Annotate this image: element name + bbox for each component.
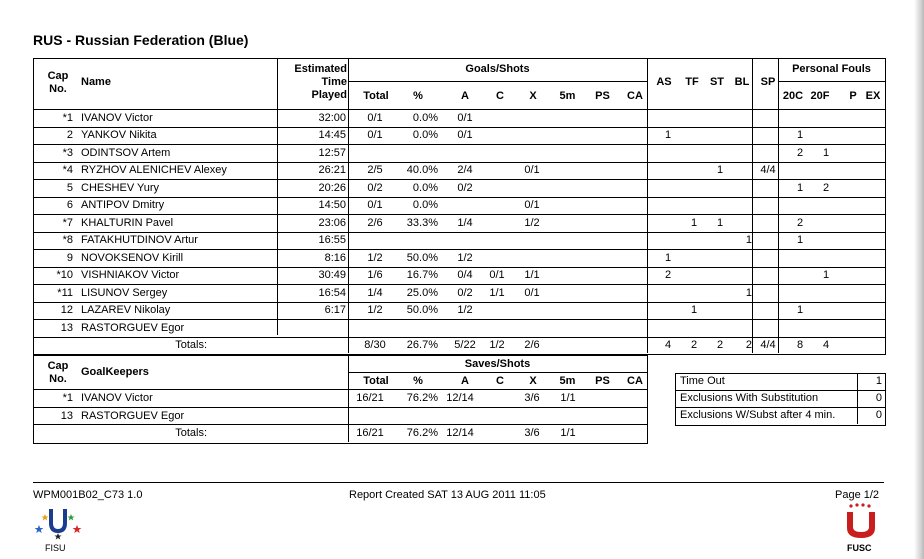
summary-label: Exclusions With Substitution xyxy=(680,392,819,404)
player-a: 0/1 xyxy=(457,111,473,124)
player-tf xyxy=(682,250,706,267)
player-c20: 1 xyxy=(796,129,804,141)
player-time: 26:21 xyxy=(318,164,346,176)
totals-pct: 26.7% xyxy=(406,339,438,351)
player-total: 1/2 xyxy=(367,251,383,264)
player-c20 xyxy=(788,110,812,127)
header-bl: BL xyxy=(734,76,750,88)
player-sp xyxy=(756,285,780,302)
grid-line xyxy=(752,58,753,353)
player-c xyxy=(482,145,512,162)
player-f20 xyxy=(814,285,838,302)
player-as xyxy=(656,162,680,179)
gk-totals-x: 3/6 xyxy=(524,427,540,439)
fisu-logo-icon xyxy=(33,505,83,545)
player-sp xyxy=(756,267,780,284)
player-time: 6:17 xyxy=(324,304,346,316)
player-x xyxy=(517,250,547,267)
player-f20 xyxy=(814,110,838,127)
player-tf xyxy=(682,180,706,197)
player-cap: *7 xyxy=(62,216,73,229)
header-p: P xyxy=(849,90,857,102)
totals-as: 4 xyxy=(664,339,672,351)
player-name: KHALTURIN Pavel xyxy=(81,216,174,229)
player-as xyxy=(656,232,680,249)
player-c20 xyxy=(788,267,812,284)
player-as xyxy=(656,320,680,337)
header-personal-fouls: Personal Fouls xyxy=(792,63,871,75)
player-bl xyxy=(728,180,752,197)
player-a xyxy=(445,320,485,337)
player-time: 16:54 xyxy=(318,286,346,299)
player-bl: 1 xyxy=(745,286,752,299)
totals-x: 2/6 xyxy=(524,339,540,351)
player-name: NOVOKSENOV Kirill xyxy=(81,251,184,264)
player-cap: 12 xyxy=(60,304,73,316)
player-bl xyxy=(728,162,752,179)
player-c20 xyxy=(788,285,812,302)
player-tf xyxy=(682,285,706,302)
player-pct: 40.0% xyxy=(406,164,438,176)
header-ca: CA xyxy=(627,90,643,102)
gk-header-total: Total xyxy=(363,375,389,387)
player-as: 1 xyxy=(664,129,672,141)
player-f20 xyxy=(814,250,838,267)
grid-line xyxy=(778,81,885,82)
gk-m5: 1/1 xyxy=(560,392,576,404)
player-name: YANKOV Nikita xyxy=(81,129,157,141)
header-time: Time xyxy=(321,76,347,88)
player-cap: 13 xyxy=(60,321,73,334)
totals-total: 8/30 xyxy=(364,339,386,351)
doc-code: WPM001B02_C73 1.0 xyxy=(33,489,143,501)
player-cap: 5 xyxy=(66,181,73,194)
summary-value: 0 xyxy=(875,409,882,421)
player-f20: 2 xyxy=(822,181,830,194)
player-as xyxy=(656,215,680,232)
player-x xyxy=(517,232,547,249)
player-cap: *11 xyxy=(57,286,73,299)
player-tf xyxy=(682,110,706,127)
footer-divider xyxy=(33,482,884,483)
header-ex: EX xyxy=(865,90,881,102)
player-bl xyxy=(728,145,752,162)
player-total: 1/2 xyxy=(367,304,383,316)
player-bl xyxy=(728,267,752,284)
gk-header-saves-shots: Saves/Shots xyxy=(464,358,531,370)
player-x: 0/1 xyxy=(524,164,540,176)
player-c20: 1 xyxy=(796,304,804,316)
gk-pct: 76.2% xyxy=(406,392,438,404)
header-f20: 20F xyxy=(810,90,830,102)
gk-total: 16/21 xyxy=(356,392,384,404)
gk-name: IVANOV Victor xyxy=(81,392,153,404)
player-time: 14:45 xyxy=(318,129,346,141)
totals-bl: 2 xyxy=(745,339,752,351)
summary-value: 1 xyxy=(875,375,882,387)
gk-totals-a: 12/14 xyxy=(446,427,474,439)
player-pct xyxy=(393,232,438,249)
player-total: 1/6 xyxy=(367,269,383,281)
totals-sp: 4/4 xyxy=(760,339,776,351)
player-f20 xyxy=(814,215,838,232)
player-as xyxy=(656,180,680,197)
player-tf: 1 xyxy=(690,216,698,229)
report-created: Report Created SAT 13 AUG 2011 11:05 xyxy=(349,489,546,501)
player-cap: *10 xyxy=(56,269,73,281)
header-pct: % xyxy=(413,90,423,102)
totals-label: Totals: xyxy=(175,339,207,351)
player-f20 xyxy=(814,320,838,337)
fusc-logo-text: FUSC xyxy=(847,543,872,553)
player-total: 1/4 xyxy=(367,286,383,299)
player-total: 0/1 xyxy=(367,129,383,141)
player-pct: 25.0% xyxy=(406,286,438,299)
player-cap: 9 xyxy=(66,251,73,264)
gk-header-x: X xyxy=(529,375,537,387)
gk-totals-m5: 1/1 xyxy=(560,427,576,439)
player-total xyxy=(357,145,393,162)
player-time: 16:55 xyxy=(318,234,346,246)
player-c xyxy=(482,127,512,144)
header-c: C xyxy=(496,90,504,102)
gk-cap: *1 xyxy=(62,392,73,404)
player-cap: 2 xyxy=(66,129,73,141)
player-time: 23:06 xyxy=(318,216,346,229)
player-tf xyxy=(682,232,706,249)
player-as xyxy=(656,197,680,214)
player-sp xyxy=(756,232,780,249)
player-pct: 0.0% xyxy=(412,129,438,141)
player-pct xyxy=(393,320,438,337)
player-c xyxy=(482,250,512,267)
gk-x: 3/6 xyxy=(524,392,540,404)
header-st: ST xyxy=(709,76,725,88)
player-total: 2/6 xyxy=(367,216,383,229)
report-title: RUS - Russian Federation (Blue) xyxy=(33,32,249,48)
player-x xyxy=(517,320,547,337)
player-c: 0/1 xyxy=(489,269,505,281)
player-total: 0/2 xyxy=(367,181,383,194)
gk-m5 xyxy=(553,408,583,425)
player-c20: 1 xyxy=(796,181,804,194)
player-name: IVANOV Victor xyxy=(81,111,153,124)
player-tf xyxy=(682,267,706,284)
player-pct: 33.3% xyxy=(406,216,438,229)
player-f20 xyxy=(814,162,838,179)
player-tf xyxy=(682,197,706,214)
gk-cap: 13 xyxy=(60,409,73,422)
player-time: 30:49 xyxy=(318,269,346,281)
gk-header-cap: Cap xyxy=(47,360,69,372)
player-tf xyxy=(682,127,706,144)
totals-tf: 2 xyxy=(690,339,698,351)
player-pct: 50.0% xyxy=(406,251,438,264)
player-name: RASTORGUEV Egor xyxy=(81,321,185,334)
gk-header-a: A xyxy=(461,375,469,387)
player-total: 2/5 xyxy=(367,164,383,176)
player-bl xyxy=(728,250,752,267)
player-tf xyxy=(682,145,706,162)
player-as xyxy=(656,285,680,302)
player-pct: 0.0% xyxy=(412,199,438,211)
gk-header-m5: 5m xyxy=(559,375,576,387)
player-name: RYZHOV ALENICHEV Alexey xyxy=(81,164,227,176)
player-bl xyxy=(728,215,752,232)
player-f20 xyxy=(814,302,838,319)
gk-totals-pct: 76.2% xyxy=(406,427,438,439)
player-as xyxy=(656,145,680,162)
player-c xyxy=(482,162,512,179)
player-pct: 0.0% xyxy=(412,181,438,194)
player-time: 20:26 xyxy=(318,181,346,194)
totals-st: 2 xyxy=(716,339,724,351)
page-edge xyxy=(914,0,924,559)
player-c xyxy=(482,110,512,127)
grid-line xyxy=(348,372,647,373)
player-c xyxy=(482,320,512,337)
player-name: FATAKHUTDINOV Artur xyxy=(81,234,198,246)
player-bl: 1 xyxy=(745,234,752,246)
header-a: A xyxy=(461,90,469,102)
player-f20 xyxy=(814,197,838,214)
summary-value: 0 xyxy=(875,392,882,404)
player-c xyxy=(482,232,512,249)
player-c20 xyxy=(788,162,812,179)
gk-header-pct: % xyxy=(413,375,423,387)
player-tf xyxy=(682,162,706,179)
gk-header-ca: CA xyxy=(627,375,643,387)
header-x: X xyxy=(529,90,537,102)
player-f20: 1 xyxy=(822,269,830,281)
header-cap: Cap xyxy=(47,70,69,82)
player-cap: 6 xyxy=(66,199,73,211)
player-time: 14:50 xyxy=(318,199,346,211)
player-as xyxy=(656,110,680,127)
player-tf xyxy=(682,320,706,337)
player-x xyxy=(517,110,547,127)
player-x: 1/2 xyxy=(524,216,540,229)
player-sp xyxy=(756,197,780,214)
header-sp: SP xyxy=(760,76,776,88)
player-time: 8:16 xyxy=(324,251,346,264)
player-sp xyxy=(756,250,780,267)
player-c20 xyxy=(788,250,812,267)
summary-label: Time Out xyxy=(680,375,725,387)
header-c20: 20C xyxy=(782,90,804,102)
player-a: 0/2 xyxy=(457,181,473,194)
page-number: Page 1/2 xyxy=(835,489,880,501)
player-c20: 1 xyxy=(796,234,804,246)
header-played: Played xyxy=(311,89,347,101)
player-x: 0/1 xyxy=(524,199,540,211)
player-x xyxy=(517,180,547,197)
player-as: 2 xyxy=(664,269,672,281)
player-total xyxy=(357,232,393,249)
player-st: 1 xyxy=(716,216,724,229)
player-x xyxy=(517,302,547,319)
header-ps: PS xyxy=(595,90,610,102)
gk-a xyxy=(440,408,480,425)
player-pct: 50.0% xyxy=(406,304,438,316)
player-c20: 2 xyxy=(796,146,804,159)
header-tf: TF xyxy=(685,76,699,88)
player-a xyxy=(445,197,485,214)
player-x xyxy=(517,127,547,144)
player-sp xyxy=(756,180,780,197)
player-pct: 16.7% xyxy=(406,269,438,281)
header-as: AS xyxy=(656,76,672,88)
player-c xyxy=(482,215,512,232)
player-x xyxy=(517,145,547,162)
grid-line xyxy=(348,81,647,82)
player-sp xyxy=(756,110,780,127)
player-a: 1/2 xyxy=(457,251,473,264)
grid-line xyxy=(857,373,858,424)
player-as: 1 xyxy=(664,251,672,264)
player-name: LISUNOV Sergey xyxy=(81,286,168,299)
gk-header-goalkeepers: GoalKeepers xyxy=(81,366,149,378)
player-time xyxy=(278,320,346,337)
player-sp xyxy=(756,215,780,232)
player-time: 12:57 xyxy=(318,146,346,159)
fusc-logo-icon xyxy=(842,502,880,542)
player-st: 1 xyxy=(716,164,724,176)
player-sp: 4/4 xyxy=(760,164,776,176)
player-cap: *8 xyxy=(62,234,73,246)
player-c20 xyxy=(788,320,812,337)
player-a: 0/1 xyxy=(457,129,473,141)
player-bl xyxy=(728,302,752,319)
player-a: 0/2 xyxy=(457,286,473,299)
player-f20 xyxy=(814,232,838,249)
header-total: Total xyxy=(363,90,389,102)
player-total: 0/1 xyxy=(367,111,383,124)
player-bl xyxy=(728,197,752,214)
header-estimated: Estimated xyxy=(294,63,347,75)
player-name: LAZAREV Nikolay xyxy=(81,304,171,316)
fisu-logo-text: FISU xyxy=(45,543,66,553)
player-total: 0/1 xyxy=(367,199,383,211)
player-c20: 2 xyxy=(796,216,804,229)
player-tf: 1 xyxy=(690,304,698,316)
player-pct xyxy=(393,145,438,162)
player-a: 1/4 xyxy=(457,216,473,229)
totals-f20: 4 xyxy=(822,339,830,351)
totals-a: 5/22 xyxy=(454,339,476,351)
gk-header-ps: PS xyxy=(595,375,610,387)
gk-totals-label: Totals: xyxy=(175,427,207,439)
player-name: CHESHEV Yury xyxy=(81,181,160,194)
summary-label: Exclusions W/Subst after 4 min. xyxy=(680,409,836,421)
player-name: ODINTSOV Artem xyxy=(81,146,171,159)
player-sp xyxy=(756,302,780,319)
player-bl xyxy=(728,127,752,144)
gk-a: 12/14 xyxy=(446,392,474,404)
player-name: VISHNIAKOV Victor xyxy=(81,269,180,281)
gk-x xyxy=(517,408,547,425)
player-a: 2/4 xyxy=(457,164,473,176)
player-sp xyxy=(756,320,780,337)
player-a: 0/4 xyxy=(457,269,473,281)
player-name: ANTIPOV Dmitry xyxy=(81,199,165,211)
totals-c20: 8 xyxy=(796,339,804,351)
player-bl xyxy=(728,320,752,337)
player-f20 xyxy=(814,127,838,144)
header-m5: 5m xyxy=(559,90,576,102)
player-cap: *3 xyxy=(62,146,73,159)
player-sp xyxy=(756,127,780,144)
gk-total xyxy=(352,408,388,425)
player-f20: 1 xyxy=(822,146,830,159)
player-as xyxy=(656,302,680,319)
player-total xyxy=(357,320,393,337)
header-name: Name xyxy=(81,76,111,88)
player-c20 xyxy=(788,197,812,214)
gk-header-c: C xyxy=(496,375,504,387)
header-goals-shots: Goals/Shots xyxy=(465,63,530,75)
player-c xyxy=(482,197,512,214)
player-sp xyxy=(756,145,780,162)
player-bl xyxy=(728,110,752,127)
player-a xyxy=(445,145,485,162)
player-a xyxy=(445,232,485,249)
player-c xyxy=(482,302,512,319)
gk-header-no: No. xyxy=(49,373,67,385)
player-cap: *4 xyxy=(62,164,73,176)
player-cap: *1 xyxy=(62,111,73,124)
gk-pct xyxy=(393,408,438,425)
grid-line xyxy=(348,58,349,353)
player-pct: 0.0% xyxy=(412,111,438,124)
player-x: 1/1 xyxy=(524,269,540,281)
header-no: No. xyxy=(49,83,67,95)
player-time: 32:00 xyxy=(318,111,346,124)
player-x: 0/1 xyxy=(524,286,540,299)
gk-name: RASTORGUEV Egor xyxy=(81,409,185,422)
player-a: 1/2 xyxy=(457,304,473,316)
gk-totals-total: 16/21 xyxy=(356,427,384,439)
player-c xyxy=(482,180,512,197)
totals-c: 1/2 xyxy=(489,339,505,351)
player-c: 1/1 xyxy=(489,286,505,299)
